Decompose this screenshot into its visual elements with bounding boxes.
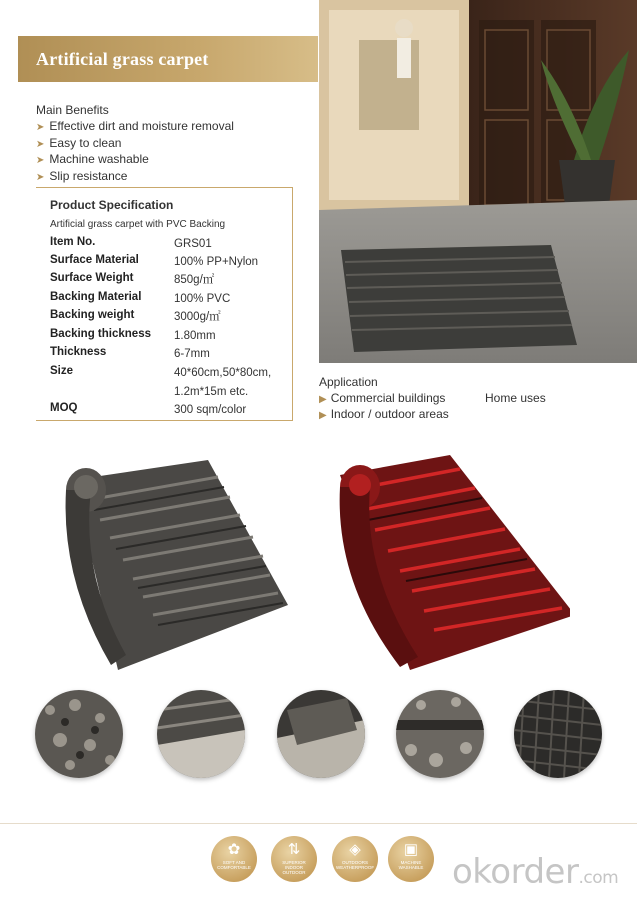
benefit-item: ➤ Easy to clean	[36, 135, 122, 150]
footprint-icon: ✿	[227, 841, 241, 858]
page-title: Artificial grass carpet	[36, 49, 209, 69]
benefits-heading: Main Benefits	[36, 103, 109, 117]
benefits-list	[36, 119, 234, 185]
washer-icon: ▣	[403, 841, 419, 858]
triangle-right-icon: ▶	[319, 394, 327, 405]
triangle-right-icon: ▶	[319, 410, 327, 421]
detail-grid-backing-image	[514, 690, 602, 778]
badge-washable: ▣ MACHINE WASHABLE	[388, 836, 434, 882]
watermark-logo: okorder.com	[452, 852, 619, 892]
shield-icon: ◈	[349, 841, 361, 858]
chevron-right-icon: ➤	[36, 138, 45, 150]
chevron-right-icon: ➤	[36, 122, 45, 133]
benefit-item: ➤ Slip resistance	[36, 168, 128, 183]
detail-edge-image	[157, 690, 245, 778]
chevron-right-icon: ➤	[36, 155, 45, 166]
spec-subheading: Artificial grass carpet with PVC Backing	[50, 219, 226, 230]
footer-divider	[0, 823, 637, 824]
gray-carpet-roll-image	[48, 455, 288, 670]
detail-texture-image	[35, 690, 123, 778]
arrows-icon: ⇅	[287, 841, 301, 858]
red-carpet-roll-image	[330, 455, 570, 670]
chevron-right-icon: ➤	[36, 171, 45, 183]
application-item: ▶ Commercial buildings	[319, 391, 446, 405]
benefit-item: ➤ Machine washable	[36, 152, 149, 166]
spec-heading: Product Specification	[50, 198, 174, 212]
badge-soft: ✿ SOFT AND COMFORTABLE	[211, 836, 257, 882]
badge-outdoors: ◈ OUTDOORS WEATHERPROOF	[332, 836, 378, 882]
badge-superior: ⇅ SUPERIOR INDOOR OUTDOOR	[271, 836, 317, 882]
hero-photo	[319, 0, 637, 363]
application-heading: Application	[319, 375, 378, 389]
application-item: ▶ Indoor / outdoor areas	[319, 407, 449, 421]
benefit-item: ➤ Effective dirt and moisture removal	[36, 119, 234, 133]
detail-pile-image	[396, 690, 484, 778]
detail-backing-image	[277, 690, 365, 778]
application-item: Home uses	[485, 391, 546, 405]
